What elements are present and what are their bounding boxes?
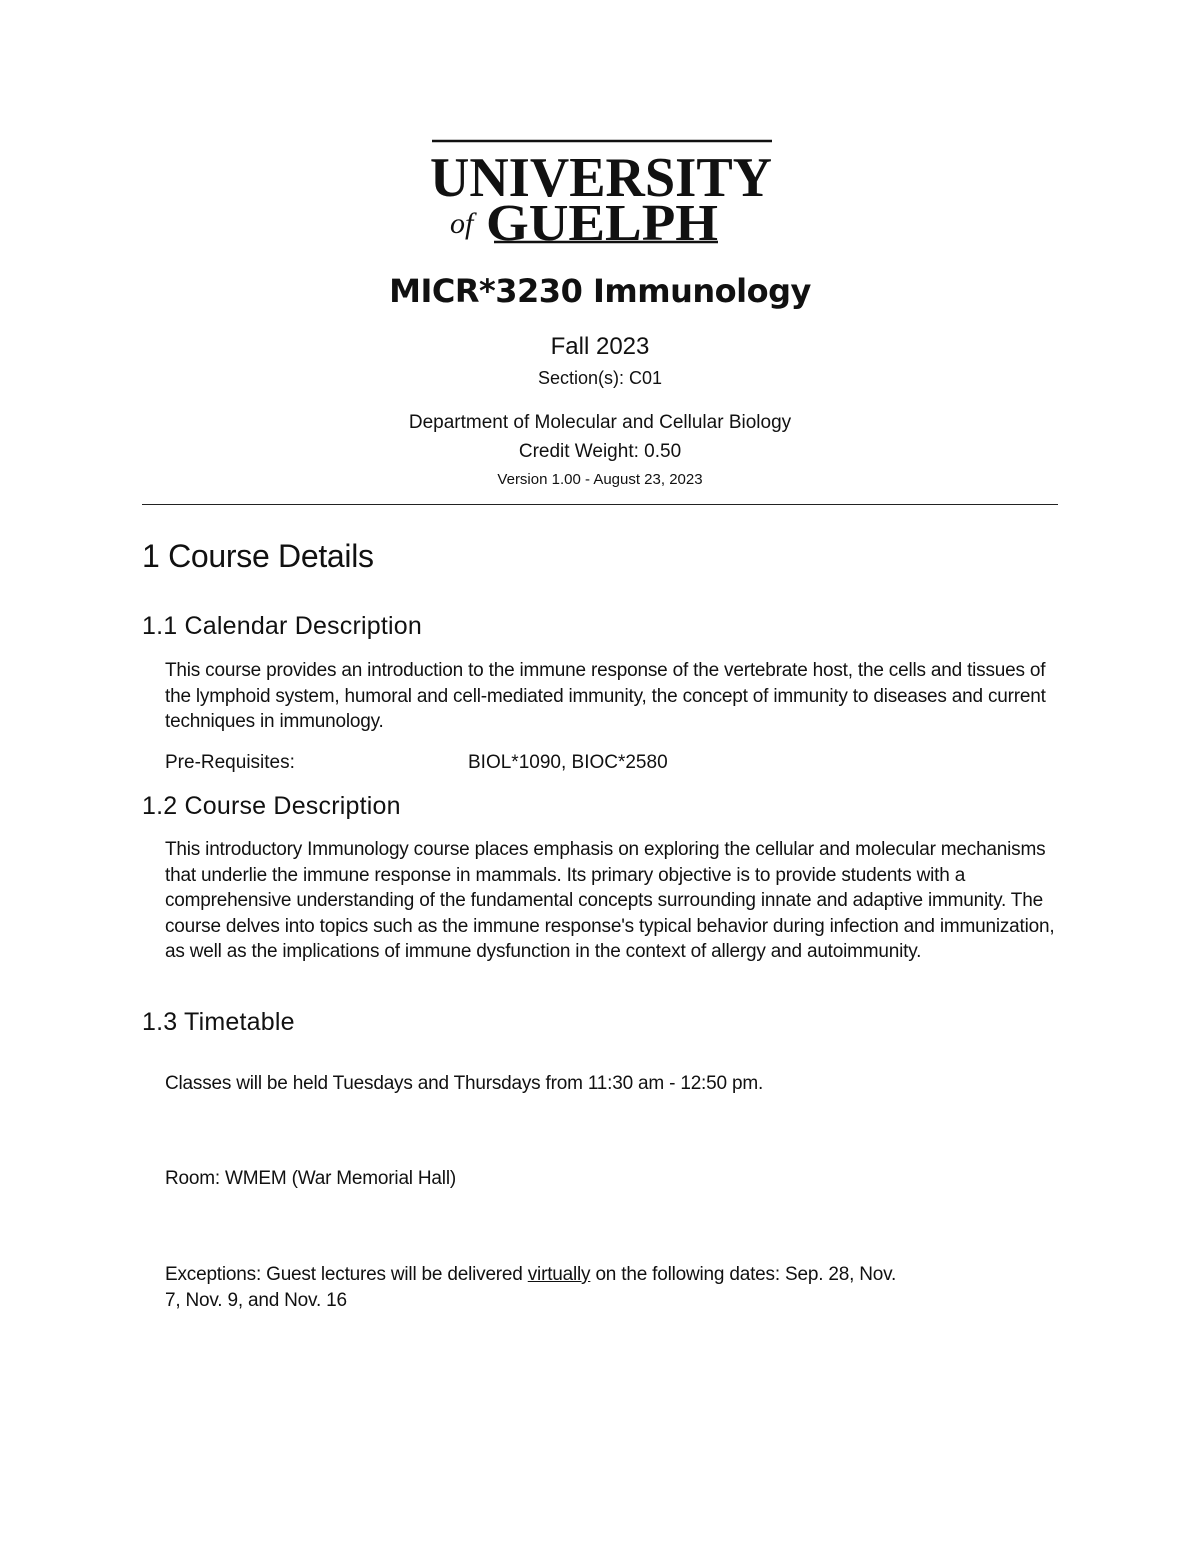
course-title: MICR*3230 Immunology xyxy=(389,272,811,310)
section-heading: 1 Course Details xyxy=(142,538,374,574)
department: Department of Molecular and Cellular Biology xyxy=(408,412,792,433)
virtually-underlined: virtually xyxy=(527,1264,591,1285)
calendar-description-text: This course provides an introduction to the immune response of the vertebrate host, the cells and tissues of the lymphoid system, humoral and cell-mediated immunity, the concept of immunity to diseases and current techniques in immunology. xyxy=(165,660,1046,732)
svg-text:UNIVERSITY: UNIVERSITY xyxy=(430,147,772,209)
course-description-heading: 1.2 Course Description xyxy=(142,792,401,820)
exceptions-text-post: on the following dates: Sep. 28, Nov. xyxy=(590,1264,897,1285)
class-schedule: Classes will be held Tuesdays and Thursdays from 11:30 am - 12:50 pm. xyxy=(165,1073,764,1094)
university-logo xyxy=(428,138,774,248)
sections: Section(s): C01 xyxy=(537,368,663,388)
credit-weight: Credit Weight: 0.50 xyxy=(518,441,682,462)
version: Version 1.00 - August 23, 2023 xyxy=(497,471,703,488)
timetable-heading: 1.3 Timetable xyxy=(142,1008,295,1036)
prerequisites-value: BIOL*1090, BIOC*2580 xyxy=(468,752,668,773)
divider xyxy=(142,504,1058,505)
exceptions-label: Exceptions: xyxy=(165,1264,262,1285)
course-description-text: This introductory Immunology course places emphasis on exploring the cellular and molecular mechanisms that underlie the immune response in mammals. Its primary objective is to provide students with a comprehensive understanding of the fundamental concepts surrounding innate and adaptive immunity. The course delves into topics such as the immune response's typical behavior during infection and immunization, as well as the implications of immune dysfunction in the context of allergy and autoimmunity. xyxy=(165,839,1055,962)
exceptions-text-pre: Guest lectures will be delivered xyxy=(261,1264,528,1285)
exceptions-line-1 xyxy=(165,1264,896,1286)
prerequisites-label: Pre-Requisites: xyxy=(165,752,295,773)
term: Fall 2023 xyxy=(550,333,650,360)
calendar-description-heading: 1.1 Calendar Description xyxy=(142,612,422,640)
room: Room: WMEM (War Memorial Hall) xyxy=(165,1168,456,1189)
svg-text:of: of xyxy=(450,207,474,240)
svg-text:GUELPH: GUELPH xyxy=(486,195,718,248)
exceptions-line-2: 7, Nov. 9, and Nov. 16 xyxy=(165,1290,347,1311)
